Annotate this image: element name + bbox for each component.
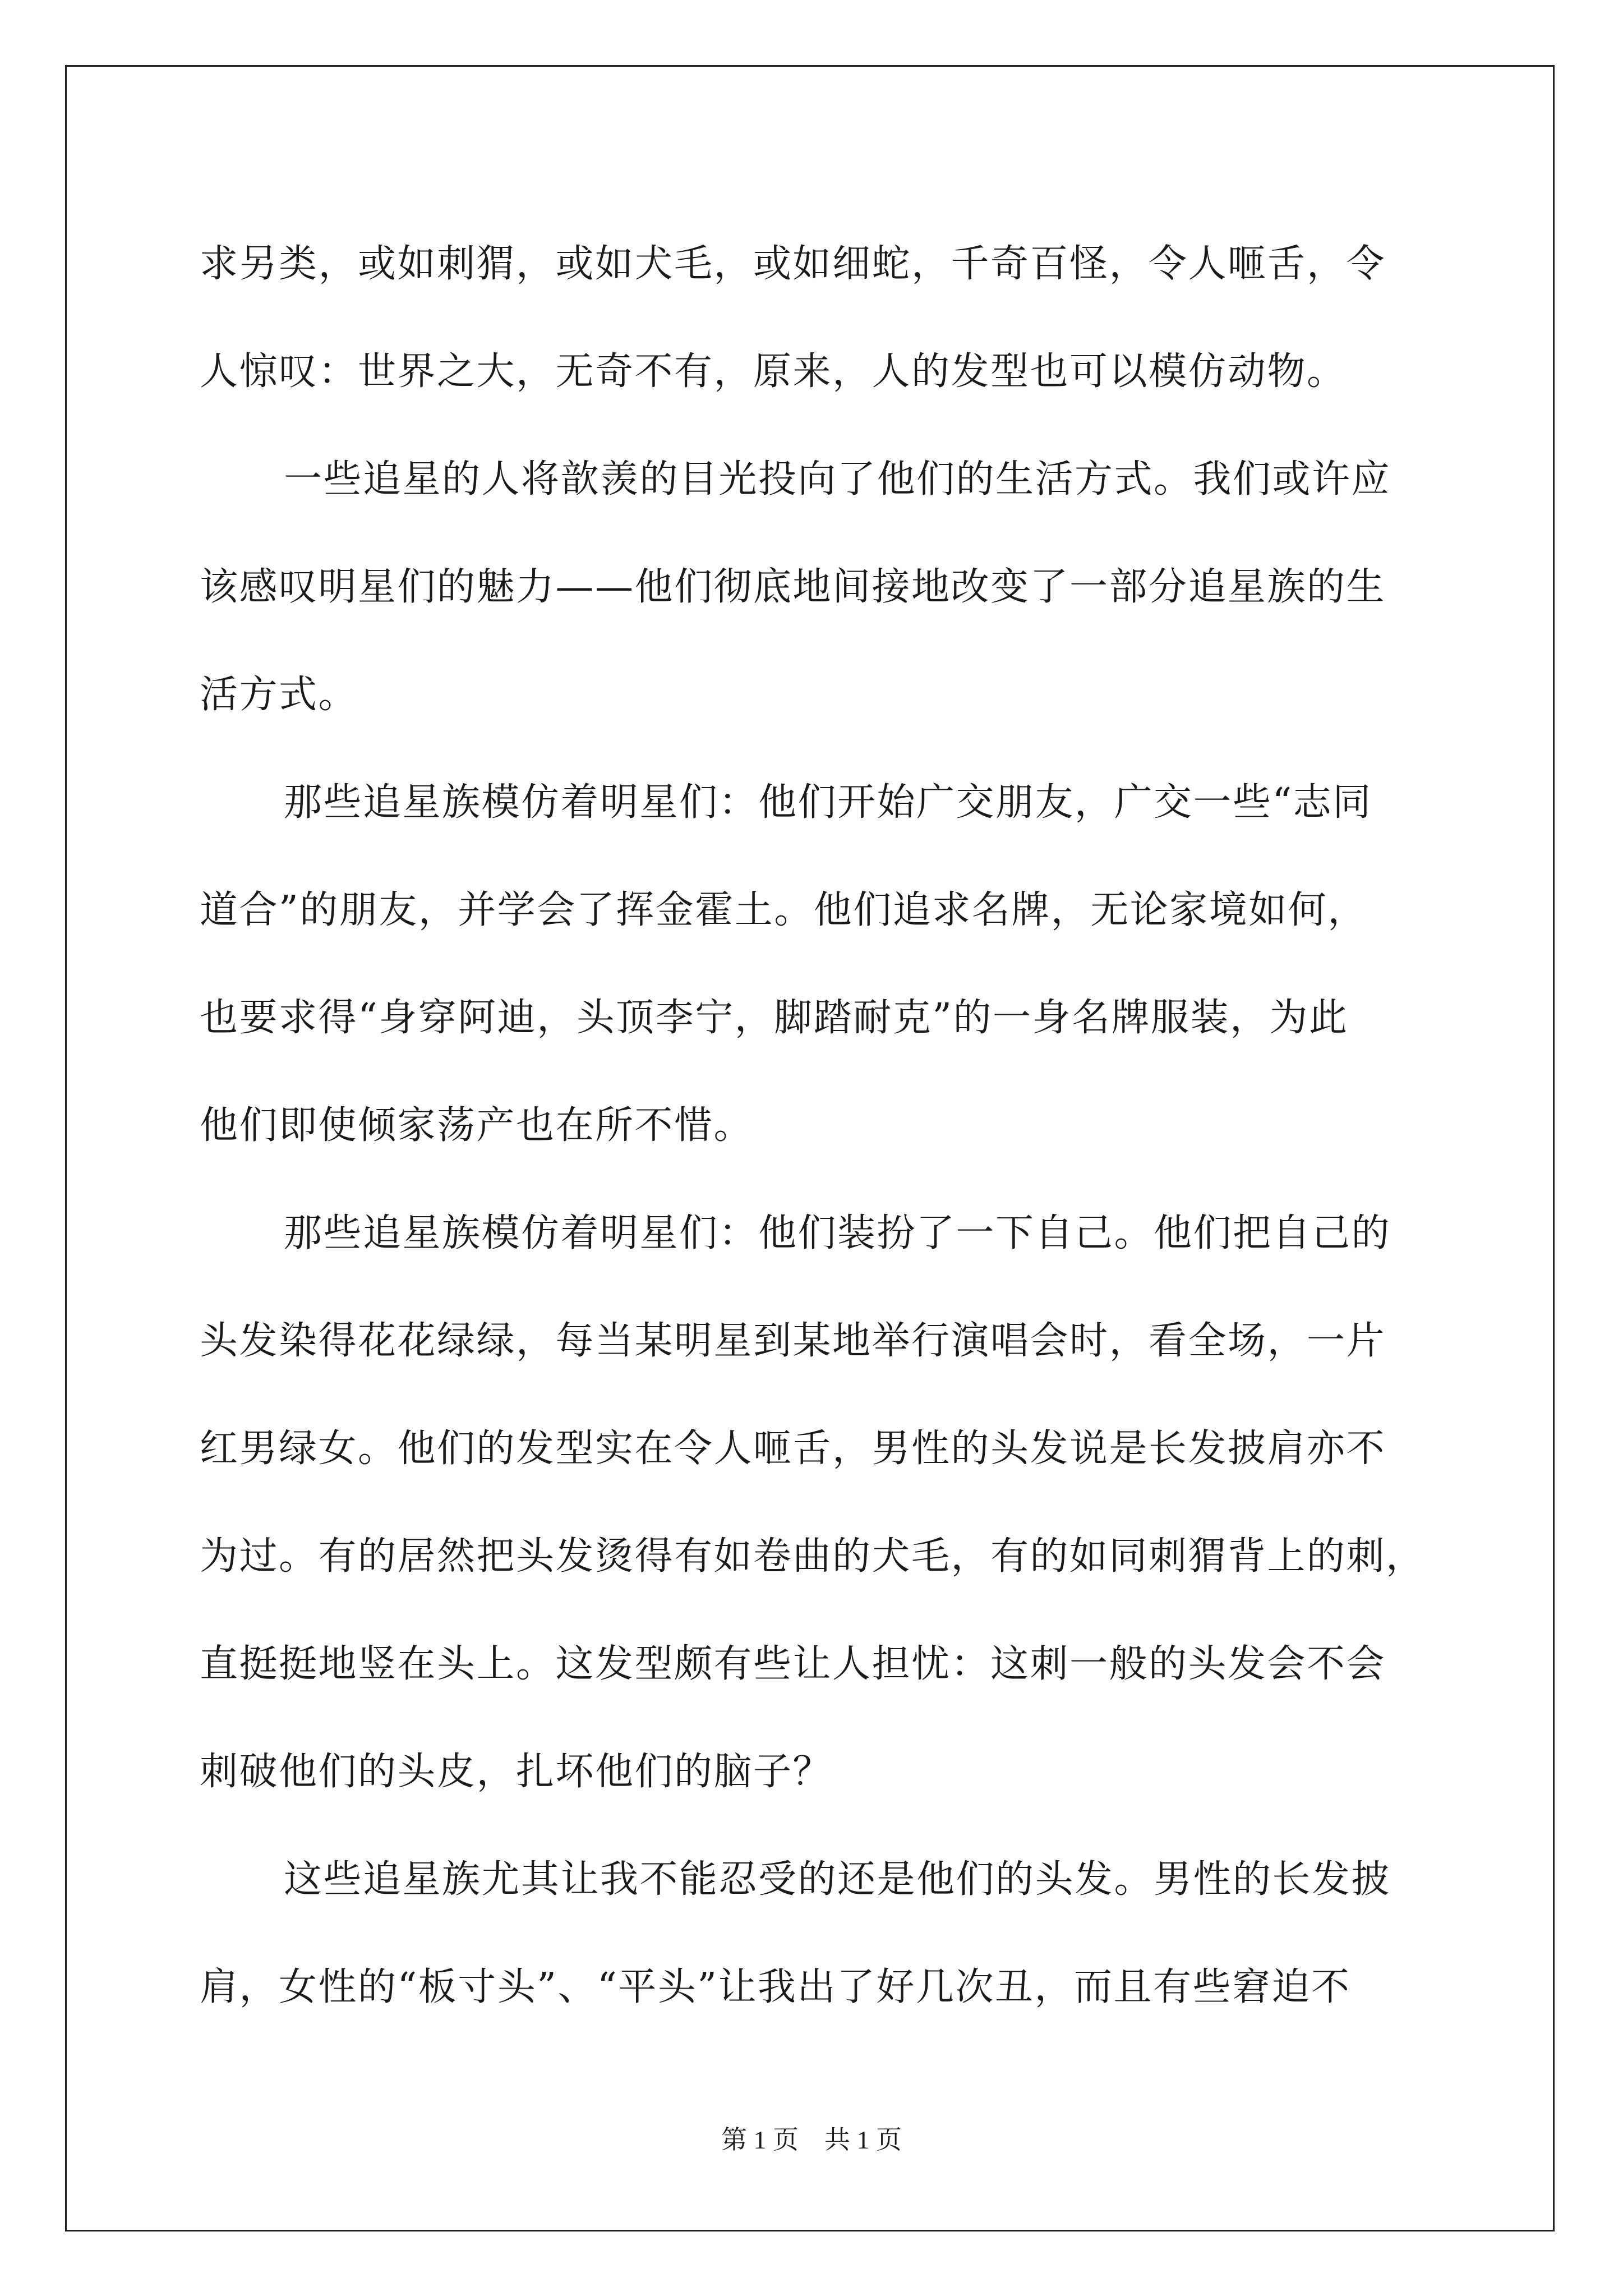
text-line: 也要求得“身穿阿迪，头顶李宁，脚踏耐克”的一身名牌服装，为此 xyxy=(200,996,1349,1040)
text-line: 刺破他们的头皮，扎坏他们的脑子？ xyxy=(200,1750,833,1794)
text-line: 人惊叹：世界之大，无奇不有，原来，人的发型也可以模仿动物。 xyxy=(200,349,1347,394)
text-line: 一些追星的人将歆羡的目光投向了他们的生活方式。我们或许应 xyxy=(284,457,1391,501)
text-line: 直挺挺地竖在头上。这发型颇有些让人担忧：这刺一般的头发会不会 xyxy=(200,1642,1386,1686)
text-line: 这些追星族尤其让我不能忍受的还是他们的头发。男性的长发披 xyxy=(284,1857,1391,1902)
text-line: 他们即使倾家荡产也在所不惜。 xyxy=(200,1103,754,1148)
text-line: 活方式。 xyxy=(200,673,358,717)
text-line: 头发染得花花绿绿，每当某明星到某地举行演唱会时，看全场，一片 xyxy=(200,1319,1386,1363)
text-line: 该感叹明星们的魅力——他们彻底地间接地改变了一部分追星族的生 xyxy=(200,565,1386,609)
text-line: 为过。有的居然把头发烫得有如卷曲的犬毛，有的如同刺猬背上的刺， xyxy=(200,1534,1426,1579)
text-line: 求另类，或如刺猬，或如犬毛，或如细蛇，千奇百怪，令人咂舌，令 xyxy=(200,242,1386,286)
text-line: 那些追星族模仿着明星们：他们开始广交朋友，广交一些“志同 xyxy=(284,780,1372,825)
page-number: 第 1 页 共 1 页 xyxy=(721,2125,902,2154)
text-line: 红男绿女。他们的发型实在令人咂舌，男性的头发说是长发披肩亦不 xyxy=(200,1427,1386,1471)
text-line: 肩，女性的“板寸头”、“平头”让我出了好几次丑，而且有些窘迫不 xyxy=(200,1965,1351,2009)
text-line: 道合”的朋友，并学会了挥金霍土。他们追求名牌，无论家境如何， xyxy=(200,888,1367,932)
text-line: 那些追星族模仿着明星们：他们装扮了一下自己。他们把自己的 xyxy=(284,1211,1391,1255)
document-body xyxy=(200,210,1456,2041)
